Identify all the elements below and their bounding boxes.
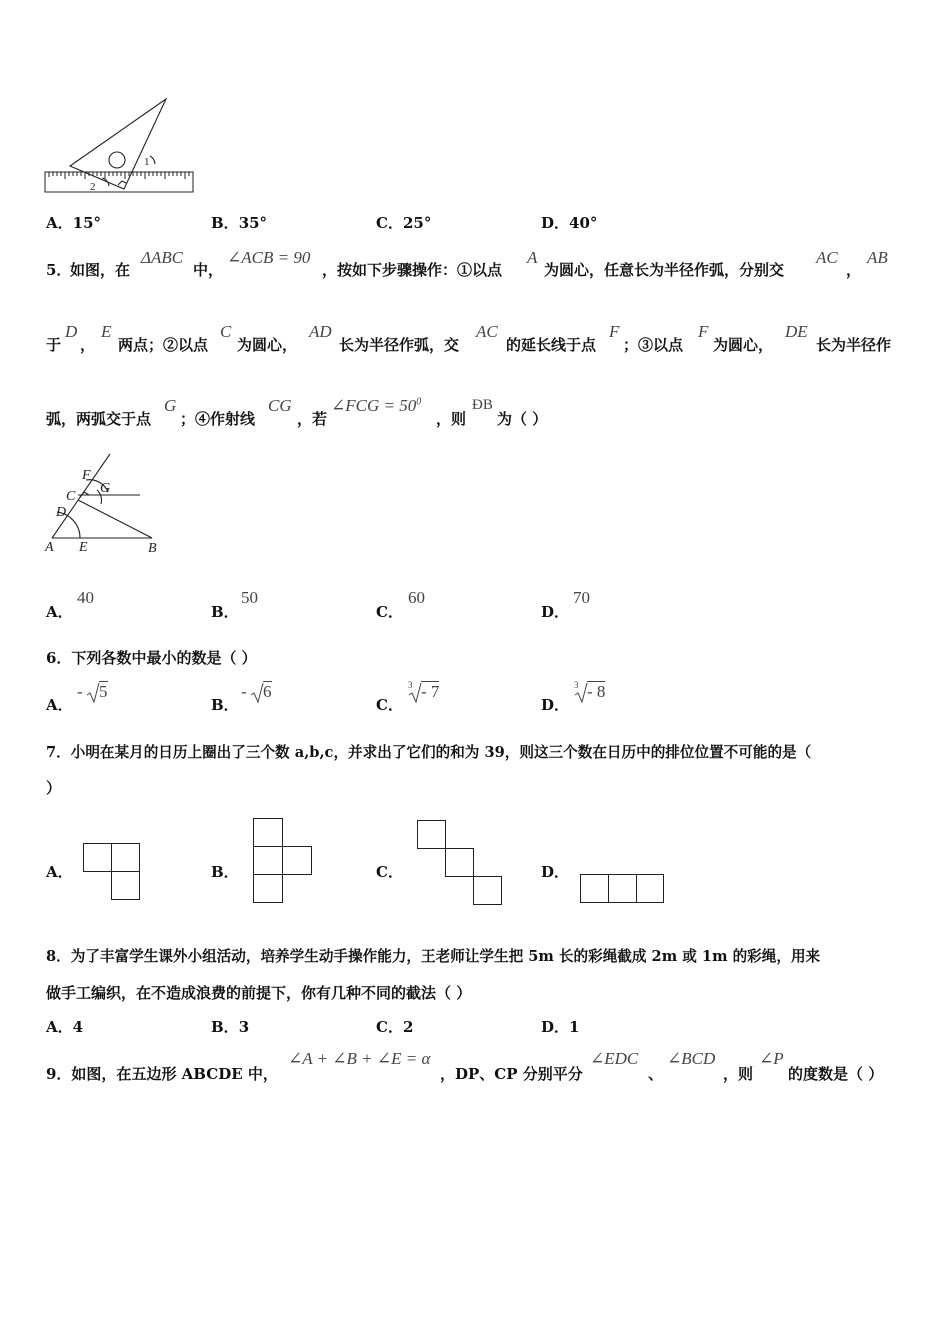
q4-option-b[interactable]: B．35° [211, 214, 268, 232]
cbrt-sign [408, 682, 422, 704]
angle-1-label: 1 [144, 156, 150, 168]
q7-option-b[interactable]: B． [211, 816, 321, 904]
point-c-label: C [66, 489, 76, 504]
q9-text: 9．如图，在五边形 ABCDE 中， [46, 1065, 278, 1083]
q5-math: D [65, 322, 78, 341]
q5-math: AD [309, 322, 332, 341]
q7-option-a[interactable]: A． [46, 842, 146, 902]
q5-text: ， [80, 336, 96, 354]
q8-option-b[interactable]: B．3 [211, 1018, 250, 1036]
q9-text: ，则 [723, 1065, 754, 1083]
q7-shape-d [578, 872, 666, 904]
q5-text: 于 [46, 336, 62, 354]
point-f-label: F [82, 468, 91, 483]
q6-question: 6．下列各数中最小的数是（ ） [46, 649, 257, 667]
q5-math: F [698, 322, 709, 341]
q5-math: E [101, 322, 112, 341]
q5-text: 长为半径作弧，交 [339, 336, 460, 354]
q8-option-d[interactable]: D．1 [541, 1018, 580, 1036]
point-b-label: B [148, 541, 157, 556]
q5-math: G [164, 396, 177, 415]
q5-math: C [220, 322, 232, 341]
q7-shape-b [251, 816, 315, 904]
q5-math: ΔABC [141, 248, 184, 267]
q7-question-line2: ） [46, 779, 62, 797]
q5-math: AB [867, 248, 888, 267]
q5-number: 5． [46, 261, 72, 279]
q8-option-c[interactable]: C．2 [376, 1018, 414, 1036]
q9-text: 、 [648, 1065, 664, 1083]
q5-text: ；③以点 [623, 336, 684, 354]
q7-question-line1: 7．小明在某月的日历上圈出了三个数 a,b,c，并求出了它们的和为 39，则这三个数在日历中的排位位置不可能的是（ [46, 744, 812, 761]
q7-shape-a [82, 842, 142, 902]
cbrt-sign [574, 682, 588, 704]
q5-option-b[interactable]: B． 50 [211, 588, 258, 621]
q5-text: 两点；②以点 [118, 336, 209, 354]
q5-option-c[interactable]: C． 60 [376, 588, 425, 621]
q5-text: 中， [193, 261, 224, 279]
q5-figure [40, 446, 170, 558]
q9-text: ，DP、CP 分别平分 [440, 1065, 583, 1083]
q9-math: ∠P [759, 1049, 784, 1068]
q5-math: A [527, 248, 538, 267]
q4-figure [40, 96, 200, 198]
q5-text: 弧，两弧交于点 [46, 410, 152, 428]
q5-math: ∠ACB = 90 [227, 248, 311, 267]
q5-text: ，按如下步骤操作：①以点 [322, 261, 503, 279]
q7-option-c[interactable]: C． [376, 818, 516, 906]
q4-option-a[interactable]: A．15° [46, 214, 102, 232]
q5-text: 为圆心， [237, 336, 298, 354]
sqrt-sign [86, 682, 100, 704]
q5-text: ， [846, 261, 862, 279]
q5-math: AC [476, 322, 498, 341]
q5-text: ，则 [436, 410, 467, 428]
q5-text: 的延长线于点 [506, 336, 597, 354]
q7-option-d[interactable]: D． [541, 860, 671, 906]
q9-math: ∠EDC [590, 1049, 639, 1068]
q5-text: 为圆心， [713, 336, 774, 354]
q5-text: 如图，在 [70, 261, 131, 279]
q5-math: CG [268, 396, 292, 415]
q5-text: 为圆心，任意长为半径作弧，分别交 [544, 261, 785, 279]
point-e-label: E [79, 540, 88, 555]
q5-math: ∠FCG = $50^0$ [331, 396, 422, 415]
q8-question-line2: 做手工编织，在不造成浪费的前提下，你有几种不同的截法（ ） [46, 984, 472, 1002]
q6-option-b[interactable]: B． - 6 [211, 682, 272, 714]
q9-math: ∠BCD [667, 1049, 716, 1068]
q5-option-d[interactable]: D． 70 [541, 588, 590, 621]
q5-math: AC [816, 248, 838, 267]
point-a-label: A [45, 540, 54, 555]
angle-2-label: 2 [90, 181, 96, 193]
q5-text: 为（ ） [497, 410, 548, 428]
q4-option-c[interactable]: C．25° [376, 214, 432, 232]
q5-math: DE [785, 322, 808, 341]
q8-option-a[interactable]: A．4 [46, 1018, 84, 1036]
q6-option-d[interactable]: D． 3 - 8 [541, 680, 606, 714]
q5-text: 长为半径作 [816, 336, 892, 354]
q5-text: ，若 [297, 410, 328, 428]
q5-math: F [609, 322, 620, 341]
q5-option-a[interactable]: A． 40 [46, 588, 94, 621]
ruler [45, 172, 193, 192]
q5-text: ；④作射线 [180, 410, 256, 428]
point-d-label: D [56, 505, 67, 520]
sqrt-sign [250, 682, 264, 704]
q9-math: ∠A + ∠B + ∠E = α [288, 1049, 431, 1068]
q4-option-d[interactable]: D．40° [541, 214, 598, 232]
point-g-label: G [100, 481, 111, 496]
q7-shape-c [415, 818, 505, 906]
q9-text: 的度数是（ ） [788, 1065, 884, 1083]
q6-option-a[interactable]: A． - 5 [46, 682, 108, 714]
q6-option-c[interactable]: C． 3 - 7 [376, 680, 440, 714]
q8-question-line1: 8．为了丰富学生课外小组活动，培养学生动手操作能力，王老师让学生把 5m 长的彩绳截成 2m 或 1m 的彩绳，用来 [46, 948, 821, 965]
q5-math: ÐB [472, 397, 493, 413]
